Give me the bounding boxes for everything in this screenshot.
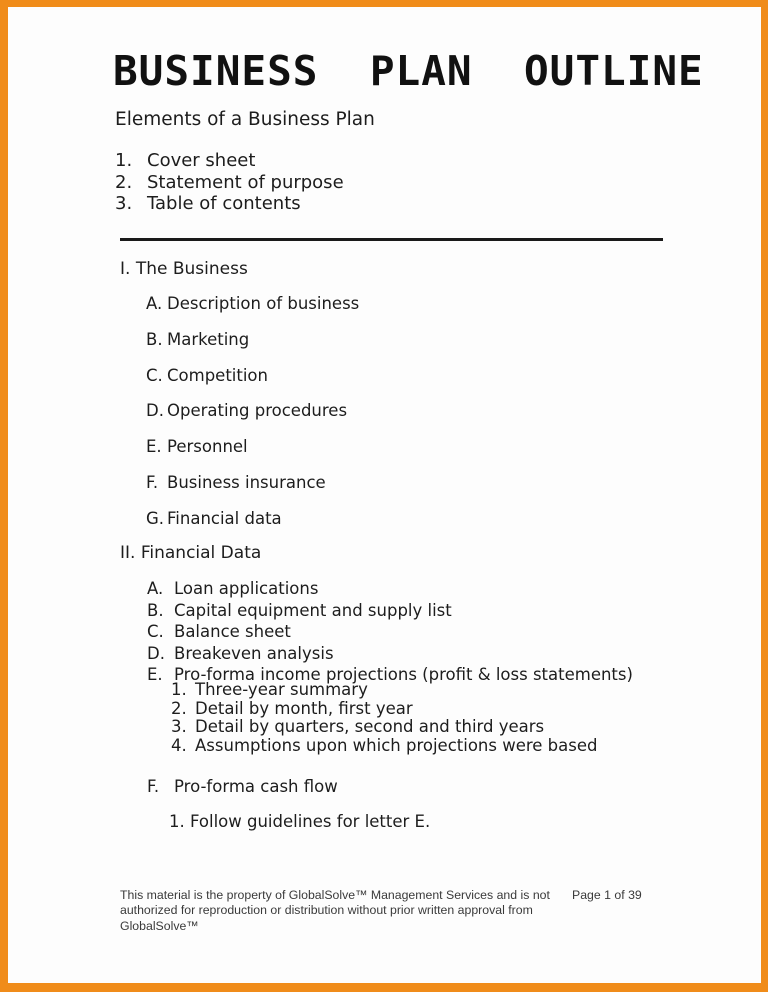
page-subtitle: Elements of a Business Plan [115,109,375,130]
list-item [147,578,667,600]
list-item [146,294,626,330]
list-marker: A. [146,294,163,313]
list-marker: 1. [115,150,133,171]
section-2-item-e-sublist [171,681,671,756]
footer-copyright-notice: This material is the property of GlobalSolve™ Management Services and is not authorized for reproduction or distribution without prior written approval from GlobalSolve™ [120,888,550,933]
list-marker: 2. [171,698,187,718]
list-marker: 2. [115,171,133,193]
list-marker: D. [147,643,165,663]
list-item-label: Three-year summary [195,680,368,699]
horizontal-rule [120,238,663,241]
list-item-label: Detail by quarters, second and third years [195,717,545,737]
list-marker: C. [147,622,164,641]
list-item [171,718,671,737]
list-marker: 3. [115,193,133,214]
list-item [146,437,626,473]
list-item-label: Pro-forma cash flow [174,777,338,796]
list-item [146,509,626,545]
list-marker: 3. [171,717,187,737]
list-item [147,777,338,796]
list-item [171,681,671,700]
section-1-list [146,294,626,545]
list-item-label: Personnel [167,437,248,457]
list-marker: B. [147,600,164,620]
list-marker: F. [146,472,159,492]
list-item [171,737,671,756]
list-item [146,401,626,437]
list-item [146,473,626,509]
list-item-label: Balance sheet [174,622,291,641]
list-item [147,643,667,665]
list-marker: 1. [171,680,187,699]
list-item-label: Follow guidelines for letter E. [190,812,431,831]
list-item-label: Breakeven analysis [174,643,334,663]
list-item-label: Loan applications [174,579,319,598]
list-item-label: Competition [167,365,268,385]
elements-list [115,150,635,215]
list-item [146,330,626,366]
list-item-label: Cover sheet [147,150,256,171]
list-item-label: Detail by month, first year [195,698,413,718]
list-item-label: Financial data [167,508,282,528]
footer-page-number: Page 1 of 39 [572,888,642,902]
list-item [147,600,667,622]
list-item-label: Pro-forma income projections (profit & loss statements) [174,665,633,684]
list-item [146,366,626,402]
list-item [171,700,671,719]
document-page [8,7,761,983]
list-item-label: Operating procedures [167,401,348,421]
list-item [147,621,667,643]
list-item-label: Description of business [167,294,360,313]
section-2-item-f-sublist [169,812,430,831]
list-marker: C. [146,365,163,385]
list-marker: F. [147,777,160,796]
list-marker: D. [146,401,164,421]
list-item-label: Business insurance [167,472,326,492]
list-item-label: Capital equipment and supply list [174,600,452,620]
list-item-label: Table of contents [147,193,301,214]
section-heading-the-business: I. The Business [120,259,248,279]
list-marker: G. [146,508,165,528]
list-marker: 1. [169,812,185,831]
list-item [115,193,635,215]
list-marker: A. [147,579,164,598]
section-heading-financial-data: II. Financial Data [120,543,262,563]
list-item-label: Assumptions upon which projections were based [195,736,598,756]
list-marker: 4. [171,736,187,756]
page-title: BUSINESS PLAN OUTLINE [113,47,704,95]
list-item [115,150,635,172]
list-item-label: Statement of purpose [147,171,344,193]
list-marker: E. [147,665,163,684]
section-2-list [147,578,667,686]
list-marker: B. [146,329,163,349]
list-item-label: Marketing [167,329,250,349]
list-marker: E. [146,437,162,457]
list-item [115,172,635,194]
